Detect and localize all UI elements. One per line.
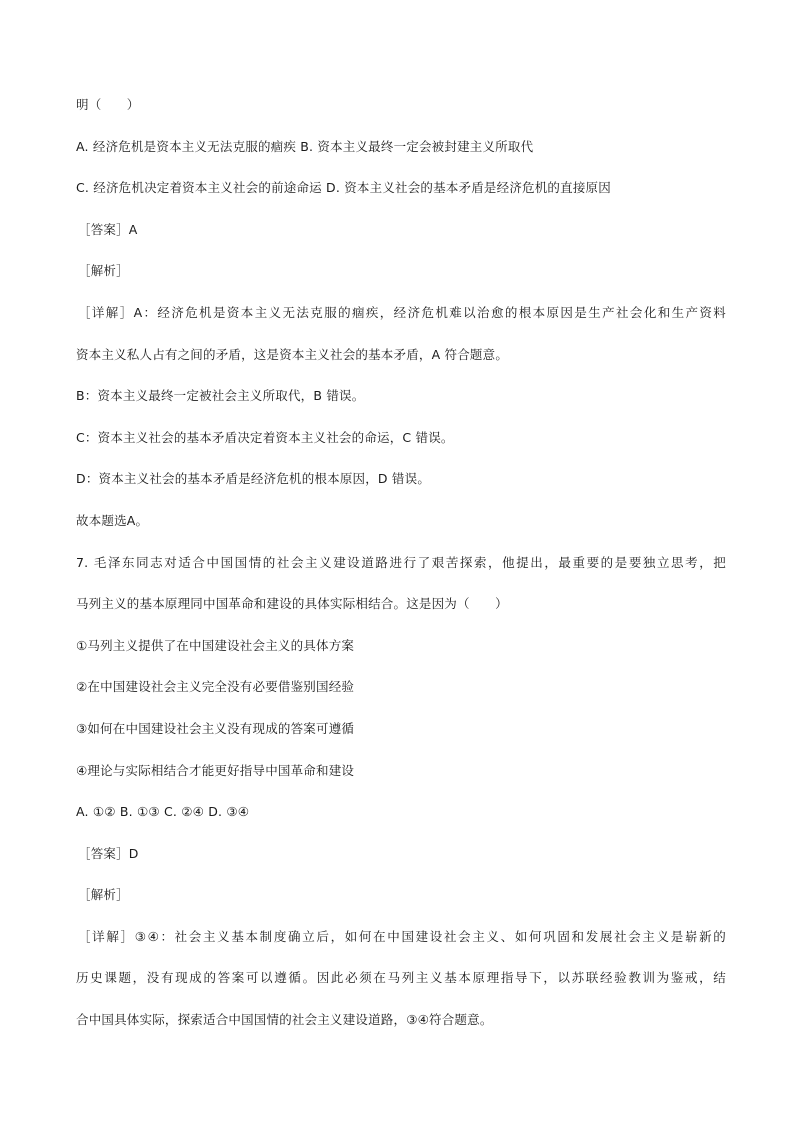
statement-1: ①马列主义提供了在中国建设社会主义的具体方案 [76,637,355,653]
detail-line: 资本主义私人占有之间的矛盾，这是资本主义社会的基本矛盾，A 符合题意。 [76,346,509,362]
answer-label: ［答案］D [78,845,139,861]
analysis-label: ［解析］ [78,263,129,279]
statement-3: ③如何在中国建设社会主义没有现成的答案可遵循 [76,720,355,736]
detail-line: D：资本主义社会的基本矛盾是经济危机的根本原因，D 错误。 [76,471,431,487]
detail-line: 历史课题，没有现成的答案可以遵循。因此必须在马列主义基本原理指导下，以苏联经验教训为鉴戒，结 [76,970,726,986]
options-a-b: A. 经济危机是资本主义无法克服的痼疾 B. 资本主义最终一定会被封建主义所取代 [76,138,534,154]
answer-label: ［答案］A [78,221,138,237]
detail-line: B：资本主义最终一定被社会主义所取代，B 错误。 [76,388,365,404]
detail-line: 合中国具体实际，探索适合中国国情的社会主义建设道路，③④符合题意。 [76,1012,493,1028]
question-stem: 7. 毛泽东同志对适合中国国情的社会主义建设道路进行了艰苦探索，他提出，最重要的是要独立思考，把 [76,554,726,570]
detail-line: C：资本主义社会的基本矛盾决定着资本主义社会的命运，C 错误。 [76,429,454,445]
options-c-d: C. 经济危机决定着资本主义社会的前途命运 D. 资本主义社会的基本矛盾是经济危机的直接原因 [76,180,611,196]
answer-options: A. ①② B. ①③ C. ②④ D. ③④ [76,804,250,820]
analysis-label: ［解析］ [78,887,129,903]
question-stem-end: 明（ ） [76,97,140,112]
statement-2: ②在中国建设社会主义完全没有必要借鉴别国经验 [76,679,355,695]
document-body [76,84,726,1041]
detail-line: ［详解］A：经济危机是资本主义无法克服的痼疾，经济危机难以治愈的根本原因是生产社会化和生产资料 [78,304,726,320]
question-stem: 马列主义的基本原理同中国革命和建设的具体实际相结合。这是因为（ ） [76,596,508,612]
conclusion-line: 故本题选A。 [76,512,149,528]
detail-line: ［详解］③④：社会主义基本制度确立后，如何在中国建设社会主义、如何巩固和发展社会主义是崭新的 [78,928,726,944]
statement-4: ④理论与实际相结合才能更好指导中国革命和建设 [76,762,355,778]
